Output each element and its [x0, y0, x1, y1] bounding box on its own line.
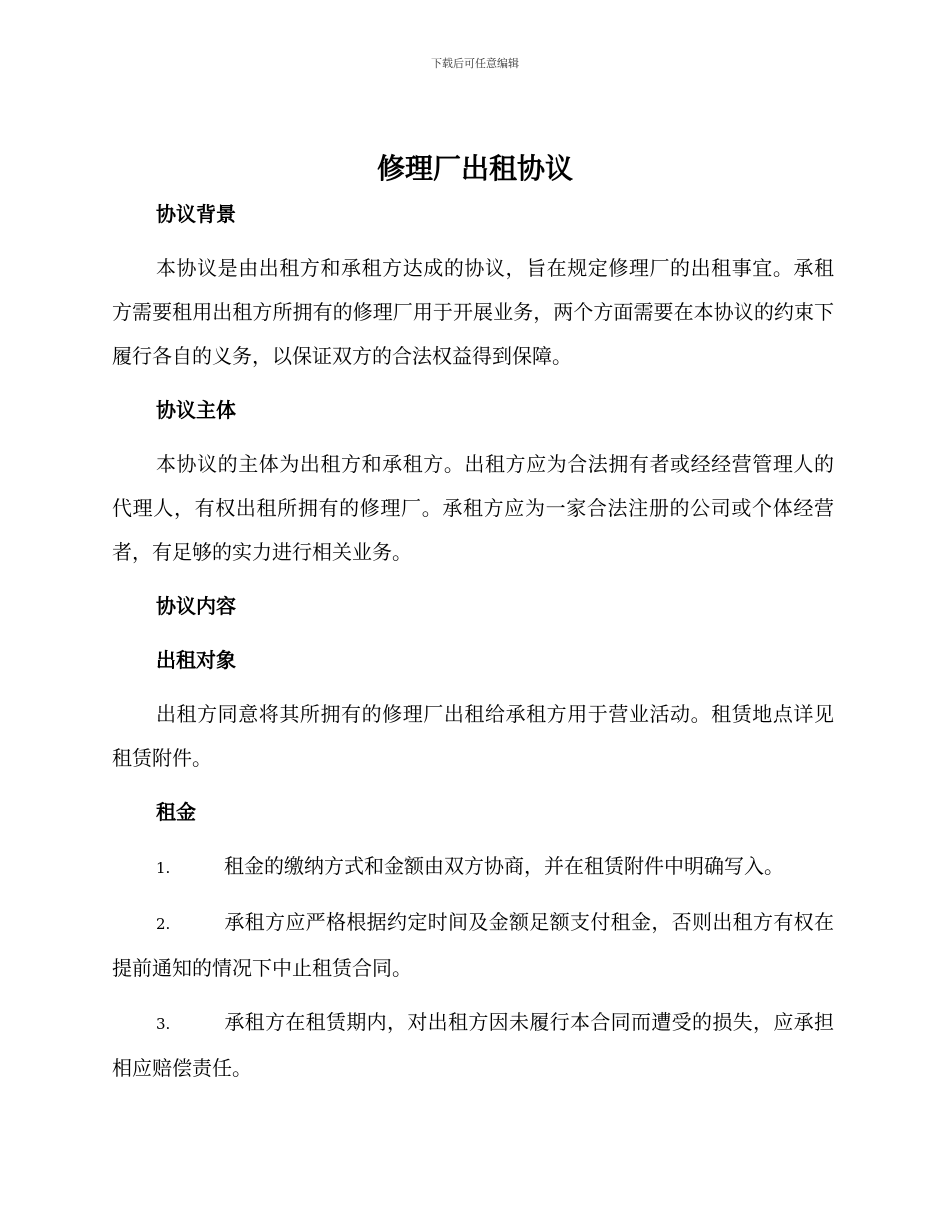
list-item-text: 租金的缴纳方式和金额由双方协商，并在租赁附件中明确写入。 — [224, 854, 784, 878]
heading-rent: 租金 — [156, 800, 196, 824]
heading-content: 协议内容 — [156, 594, 236, 618]
heading-subject: 协议主体 — [156, 398, 236, 422]
paragraph-background: 本协议是由出租方和承租方达成的协议，旨在规定修理厂的出租事宜。承租方需要租用出租方所拥有的修理厂用于开展业务，两个方面需要在本协议的约束下履行各自的义务，以保证双方的合法权益得到保障。 — [112, 256, 834, 368]
list-item-number: 2. — [156, 915, 171, 933]
list-item — [112, 1000, 834, 1090]
document-title: 修理厂出租协议 — [376, 152, 573, 185]
header-note: 下载后可任意编辑 — [431, 57, 519, 70]
list-item-number: 1. — [156, 859, 171, 877]
list-item — [112, 900, 834, 990]
heading-rental-object: 出租对象 — [156, 648, 236, 672]
paragraph-rental-object: 出租方同意将其所拥有的修理厂出租给承租方用于营业活动。租赁地点详见租赁附件。 — [112, 702, 834, 770]
list-item-text: 承租方应严格根据约定时间及金额足额支付租金，否则出租方有权在提前通知的情况下中止租赁合同。 — [112, 910, 834, 980]
paragraph-subject: 本协议的主体为出租方和承租方。出租方应为合法拥有者或经经营管理人的代理人，有权出租所拥有的修理厂。承租方应为一家合法注册的公司或个体经营者，有足够的实力进行相关业务。 — [112, 452, 834, 564]
heading-background: 协议背景 — [156, 202, 236, 226]
list-item — [112, 844, 834, 890]
list-item-text: 承租方在租赁期内，对出租方因未履行本合同而遭受的损失，应承担相应赔偿责任。 — [112, 1010, 834, 1080]
document-body — [112, 192, 834, 1090]
list-item-number: 3. — [156, 1015, 171, 1033]
